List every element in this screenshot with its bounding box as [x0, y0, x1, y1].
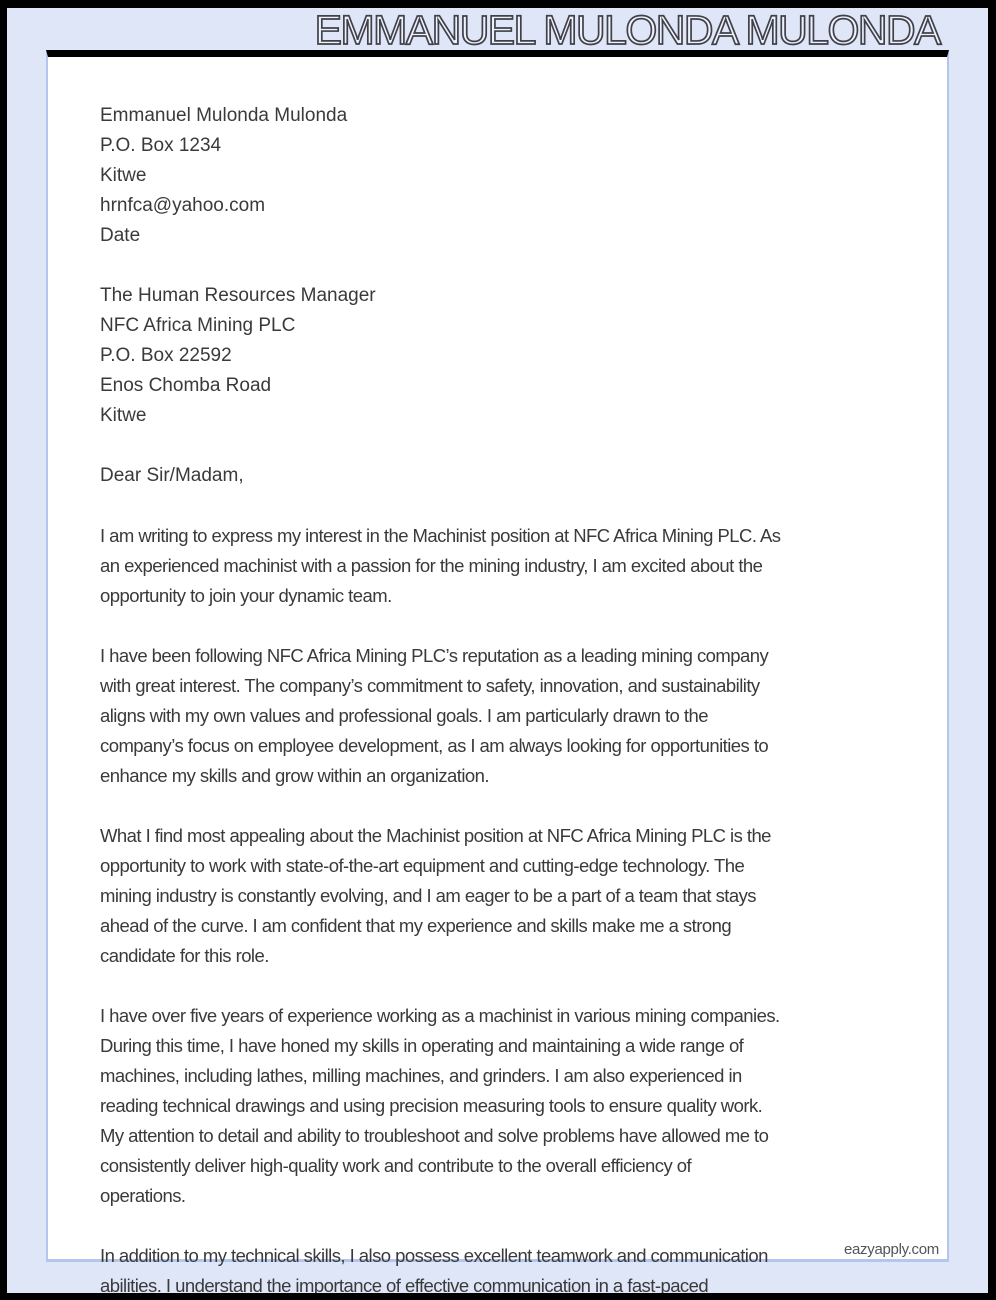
- letter-date: Date: [100, 225, 141, 246]
- recipient-street: Enos Chomba Road: [100, 375, 272, 396]
- page-title: EMMANUEL MULONDA MULONDA: [314, 7, 940, 53]
- recipient-title: The Human Resources Manager: [100, 285, 376, 306]
- paragraph-line: operations.: [100, 1185, 186, 1206]
- paragraph-line: I have over five years of experience working as a machinist in various mining companies.: [100, 1005, 780, 1026]
- paragraph-line: opportunity to work with state-of-the-art equipment and cutting-edge technology. The: [100, 855, 745, 876]
- letter-document: [46, 50, 949, 1296]
- watermark: eazyapply.com: [843, 1241, 939, 1258]
- paragraph-line: enhance my skills and grow within an organization.: [100, 765, 489, 786]
- salutation-block: [100, 461, 891, 491]
- recipient-po-box: P.O. Box 22592: [100, 345, 232, 366]
- paragraph-line: In addition to my technical skills, I also possess excellent teamwork and communication: [100, 1245, 768, 1266]
- paragraph-line: My attention to detail and ability to troubleshoot and solve problems have allowed me to: [100, 1125, 769, 1146]
- paragraph-5: [100, 1241, 891, 1300]
- sender-address-block: [100, 101, 891, 251]
- paragraph-1: [100, 521, 891, 611]
- paragraph-4: [100, 1001, 891, 1211]
- recipient-address-block: [100, 281, 891, 431]
- paragraph-line: I have been following NFC Africa Mining PLC’s reputation as a leading mining company: [100, 645, 769, 666]
- paragraph-line: aligns with my own values and professional goals. I am particularly drawn to the: [100, 705, 708, 726]
- paragraph-3: [100, 821, 891, 971]
- paragraph-line: consistently deliver high-quality work and contribute to the overall efficiency of: [100, 1155, 692, 1176]
- paragraph-line: I am writing to express my interest in the Machinist position at NFC Africa Mining PLC. As: [100, 525, 781, 546]
- sender-name: Emmanuel Mulonda Mulonda: [100, 105, 348, 126]
- paragraph-line: mining industry is constantly evolving, and I am eager to be a part of a team that stays: [100, 885, 757, 906]
- paragraph-line: with great interest. The company’s commitment to safety, innovation, and sustainability: [100, 675, 760, 696]
- paragraph-2: [100, 641, 891, 791]
- sender-po-box: P.O. Box 1234: [100, 135, 222, 156]
- paragraph-line: reading technical drawings and using precision measuring tools to ensure quality work.: [100, 1095, 763, 1116]
- paragraph-line: machines, including lathes, milling machines, and grinders. I am also experienced in: [100, 1065, 742, 1086]
- paragraph-line: an experienced machinist with a passion for the mining industry, I am excited about the: [100, 555, 763, 576]
- paragraph-line: candidate for this role.: [100, 945, 269, 966]
- paragraph-line: What I find most appealing about the Machinist position at NFC Africa Mining PLC is the: [100, 825, 771, 846]
- recipient-company: NFC Africa Mining PLC: [100, 315, 296, 336]
- salutation: Dear Sir/Madam,: [100, 465, 244, 486]
- recipient-city: Kitwe: [100, 405, 147, 426]
- paragraph-line: During this time, I have honed my skills in operating and maintaining a wide range of: [100, 1035, 744, 1056]
- paragraph-line: company’s focus on employee development, as I am always looking for opportunities to: [100, 735, 769, 756]
- paragraph-line: opportunity to join your dynamic team.: [100, 585, 392, 606]
- sender-email: hrnfca@yahoo.com: [100, 195, 266, 216]
- sender-city: Kitwe: [100, 165, 147, 186]
- paragraph-line: abilities. I understand the importance of effective communication in a fast-paced: [100, 1275, 709, 1296]
- paragraph-line: ahead of the curve. I am confident that my experience and skills make me a strong: [100, 915, 732, 936]
